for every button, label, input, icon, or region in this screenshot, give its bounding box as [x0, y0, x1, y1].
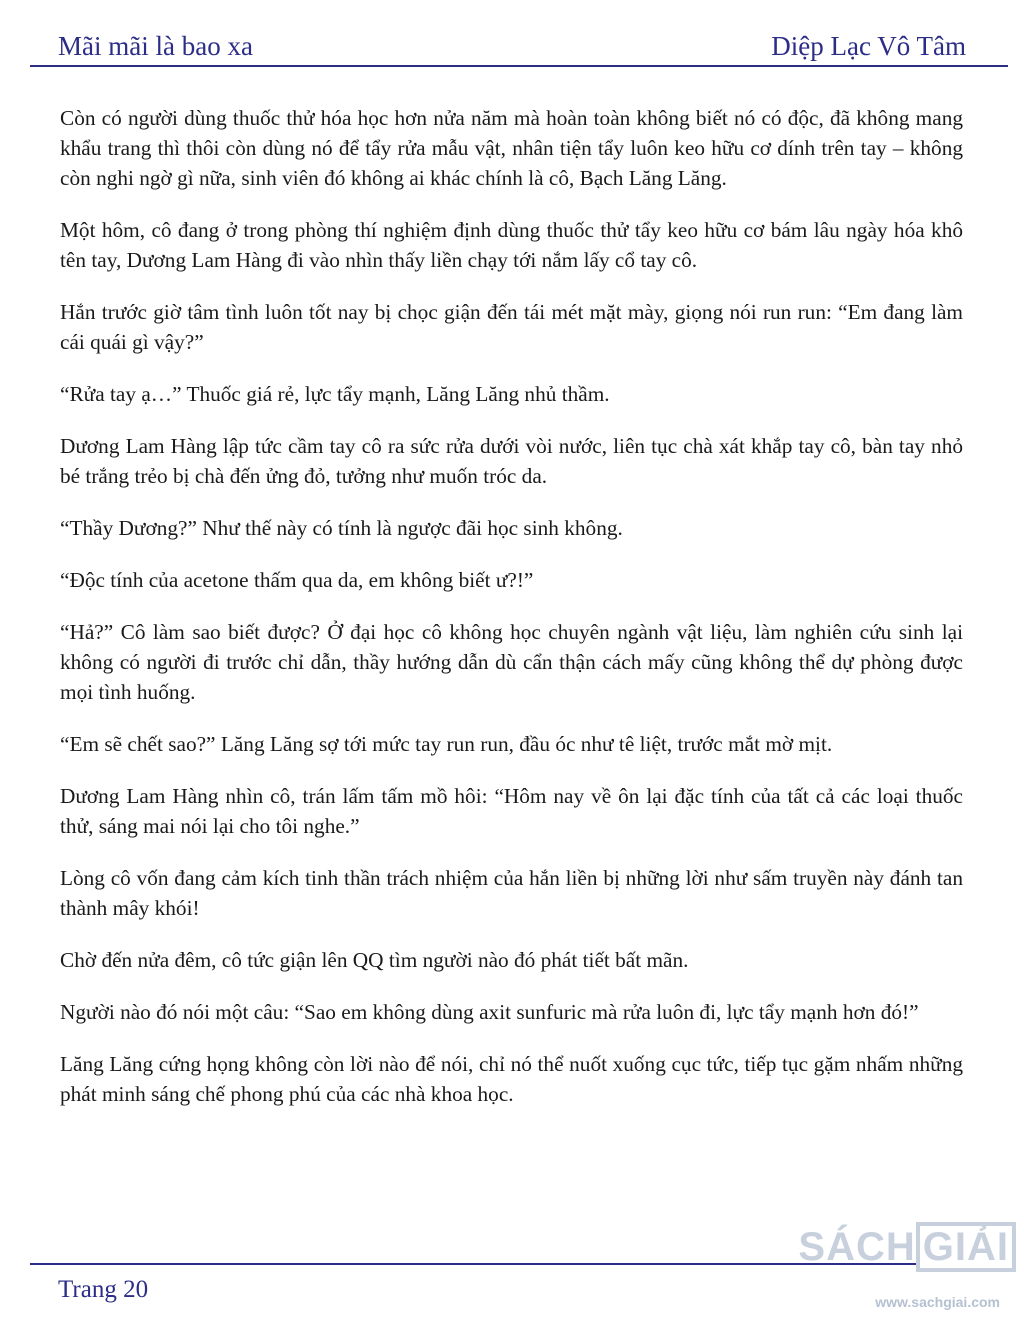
paragraph: Người nào đó nói một câu: “Sao em không dùng axit sunfuric mà rửa luôn đi, lực tẩy mạnh hơn đó!”: [60, 1000, 919, 1024]
paragraph: Chờ đến nửa đêm, cô tức giận lên QQ tìm người nào đó phát tiết bất mãn.: [60, 948, 689, 972]
author-name: Diệp Lạc Vô Tâm: [771, 31, 966, 61]
paragraph: “Thầy Dương?” Như thế này có tính là ngược đãi học sinh không.: [60, 516, 623, 540]
paragraph: “Em sẽ chết sao?” Lăng Lăng sợ tới mức tay run run, đầu óc như tê liệt, trước mắt mờ mịt.: [60, 732, 833, 756]
paragraph: Một hôm, cô đang ở trong phòng thí nghiệm định dùng thuốc thử tẩy keo hữu cơ bám lâu ngày hóa khô tên tay, Dương Lam Hàng đi vào nhìn thấy liền chạy tới nắm lấy cổ tay cô.: [60, 218, 963, 272]
watermark-logo: [798, 1222, 1016, 1272]
paragraph: Lòng cô vốn đang cảm kích tinh thần trách nhiệm của hắn liền bị những lời như sấm truyền này đánh tan thành mây khói!: [60, 866, 963, 920]
paragraph: Hắn trước giờ tâm tình luôn tốt nay bị chọc giận đến tái mét mặt mày, giọng nói run run: “Em đang làm cái quái gì vậy?”: [60, 300, 963, 354]
watermark-url: www.sachgiai.com: [875, 1294, 1000, 1310]
page-body: [60, 103, 963, 1131]
paragraph: “Hả?” Cô làm sao biết được? Ở đại học cô không học chuyên ngành vật liệu, làm nghiên cứu sinh lại không có người đi trước chỉ dẫn, thầy hướng dẫn dù cẩn thận cách mấy cũng không thể dự phòng được mọi tình huống.: [60, 620, 963, 704]
page-number: Trang 20: [58, 1276, 149, 1303]
paragraph: Dương Lam Hàng nhìn cô, trán lấm tấm mồ hôi: “Hôm nay về ôn lại đặc tính của tất cả các loại thuốc thử, sáng mai nói lại cho tôi nghe.”: [60, 784, 963, 838]
book-title: Mãi mãi là bao xa: [58, 31, 253, 61]
page-header: [58, 26, 966, 62]
paragraph: “Rửa tay ạ…” Thuốc giá rẻ, lực tẩy mạnh, Lăng Lăng nhủ thầm.: [60, 382, 610, 406]
header-divider: [30, 65, 1008, 67]
paragraph: Dương Lam Hàng lập tức cầm tay cô ra sức rửa dưới vòi nước, liên tục chà xát khắp tay cô, bàn tay nhỏ bé trắng trẻo bị chà đến ửng đỏ, tưởng như muốn tróc da.: [60, 434, 963, 488]
paragraph: Lăng Lăng cứng họng không còn lời nào để nói, chỉ nó thể nuốt xuống cục tức, tiếp tục gặm nhấm những phát minh sáng chế phong phú của các nhà khoa học.: [60, 1052, 963, 1106]
paragraph: “Độc tính của acetone thấm qua da, em không biết ư?!”: [60, 568, 534, 592]
watermark-logo-left: SÁCH: [798, 1225, 916, 1269]
paragraph: Còn có người dùng thuốc thử hóa học hơn nửa năm mà hoàn toàn không biết nó có độc, đã không mang khẩu trang thì thôi còn dùng nó để tẩy rửa mẫu vật, nhân tiện tẩy luôn keo hữu cơ dính trên tay – không còn nghi ngờ gì nữa, sinh viên đó không ai khác chính là cô, Bạch Lăng Lăng.: [60, 106, 963, 190]
watermark-logo-box: GIẢI: [916, 1222, 1016, 1272]
watermark: [798, 1222, 1016, 1318]
